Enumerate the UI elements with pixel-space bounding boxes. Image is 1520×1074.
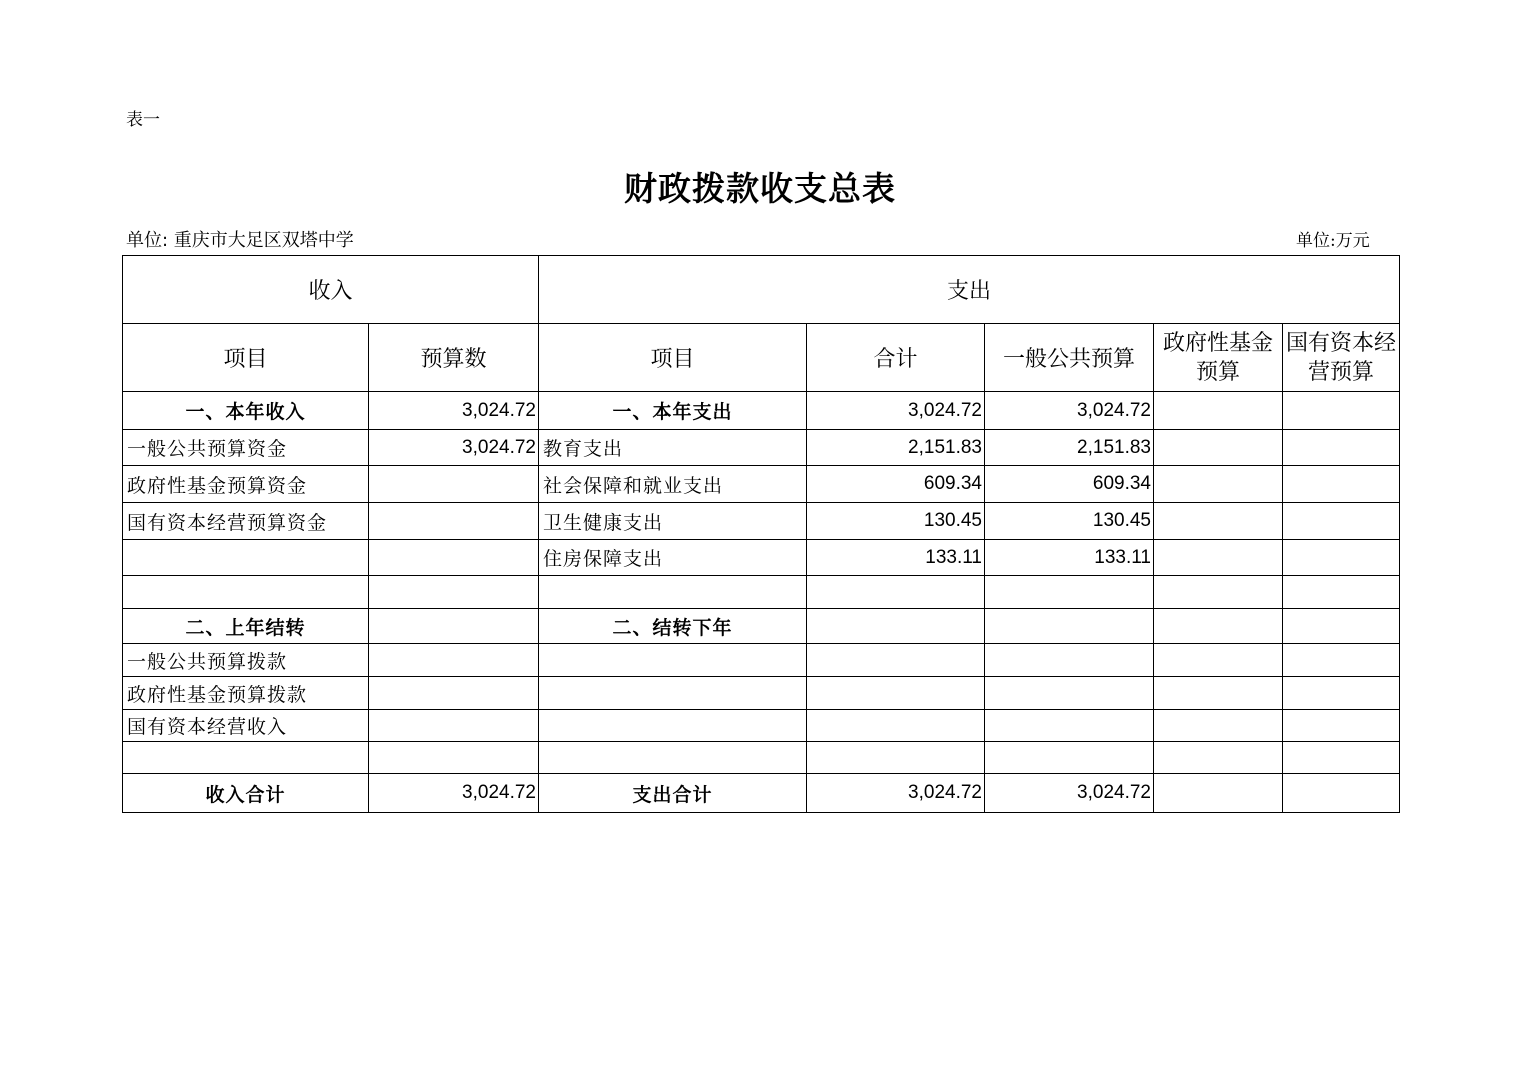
income-budget-cell: 3,024.72 xyxy=(369,774,539,813)
gov-fund-budget-cell xyxy=(1154,540,1283,576)
table-row xyxy=(123,774,1400,813)
table-row xyxy=(123,466,1400,503)
income-header: 收入 xyxy=(123,256,539,324)
expense-item-cell xyxy=(539,644,807,677)
expense-item-cell: 社会保障和就业支出 xyxy=(539,466,807,503)
expense-item-cell xyxy=(539,710,807,742)
income-item-cell: 一般公共预算资金 xyxy=(123,430,369,466)
expense-item-header: 项目 xyxy=(539,324,807,392)
income-item-cell: 国有资本经营预算资金 xyxy=(123,503,369,540)
gov-fund-budget-cell xyxy=(1154,609,1283,644)
income-budget-cell xyxy=(369,540,539,576)
income-item-cell: 政府性基金预算拨款 xyxy=(123,677,369,710)
state-capital-budget-cell xyxy=(1283,540,1400,576)
table-row xyxy=(123,742,1400,774)
income-budget-cell xyxy=(369,503,539,540)
gov-fund-budget-cell xyxy=(1154,430,1283,466)
total-cell: 3,024.72 xyxy=(807,774,985,813)
general-budget-cell xyxy=(985,644,1154,677)
table-row xyxy=(123,609,1400,644)
total-cell xyxy=(807,644,985,677)
expense-item-cell: 一、本年支出 xyxy=(539,392,807,430)
unit-organization: 单位: 重庆市大足区双塔中学 xyxy=(126,230,354,251)
income-item-cell: 一般公共预算拨款 xyxy=(123,644,369,677)
table-row xyxy=(123,392,1400,430)
state-capital-budget-cell xyxy=(1283,430,1400,466)
table-row xyxy=(123,576,1400,609)
table-body xyxy=(123,256,1400,813)
income-budget-cell xyxy=(369,710,539,742)
gov-fund-budget-cell xyxy=(1154,774,1283,813)
state-capital-budget-cell xyxy=(1283,677,1400,710)
general-budget-cell: 3,024.72 xyxy=(985,774,1154,813)
income-budget-header: 预算数 xyxy=(369,324,539,392)
general-budget-cell: 133.11 xyxy=(985,540,1154,576)
expense-header: 支出 xyxy=(539,256,1400,324)
general-budget-cell xyxy=(985,677,1154,710)
table-row xyxy=(123,677,1400,710)
income-budget-cell: 3,024.72 xyxy=(369,392,539,430)
gov-fund-budget-cell xyxy=(1154,677,1283,710)
total-cell xyxy=(807,742,985,774)
total-cell xyxy=(807,576,985,609)
state-capital-budget-header: 国有资本经营预算 xyxy=(1283,324,1400,392)
general-budget-cell xyxy=(985,742,1154,774)
income-budget-cell xyxy=(369,742,539,774)
expense-item-cell: 住房保障支出 xyxy=(539,540,807,576)
total-cell: 130.45 xyxy=(807,503,985,540)
income-item-cell: 二、上年结转 xyxy=(123,609,369,644)
expense-item-cell: 支出合计 xyxy=(539,774,807,813)
total-header: 合计 xyxy=(807,324,985,392)
state-capital-budget-cell xyxy=(1283,466,1400,503)
gov-fund-budget-cell xyxy=(1154,466,1283,503)
expense-item-cell: 二、结转下年 xyxy=(539,609,807,644)
total-cell: 609.34 xyxy=(807,466,985,503)
gov-fund-budget-header: 政府性基金预算 xyxy=(1154,324,1283,392)
gov-fund-budget-cell xyxy=(1154,392,1283,430)
state-capital-budget-cell xyxy=(1283,742,1400,774)
income-item-header: 项目 xyxy=(123,324,369,392)
general-budget-cell: 2,151.83 xyxy=(985,430,1154,466)
expense-item-cell: 教育支出 xyxy=(539,430,807,466)
total-cell xyxy=(807,710,985,742)
table-row xyxy=(123,540,1400,576)
general-budget-cell: 609.34 xyxy=(985,466,1154,503)
state-capital-budget-cell xyxy=(1283,644,1400,677)
general-budget-cell xyxy=(985,609,1154,644)
income-item-cell: 一、本年收入 xyxy=(123,392,369,430)
income-item-cell: 政府性基金预算资金 xyxy=(123,466,369,503)
table-row xyxy=(123,503,1400,540)
general-budget-header: 一般公共预算 xyxy=(985,324,1154,392)
income-budget-cell xyxy=(369,466,539,503)
gov-fund-budget-cell xyxy=(1154,644,1283,677)
expense-item-cell xyxy=(539,576,807,609)
general-budget-cell xyxy=(985,710,1154,742)
total-cell: 133.11 xyxy=(807,540,985,576)
header-row-group xyxy=(123,256,1400,324)
gov-fund-budget-cell xyxy=(1154,742,1283,774)
income-budget-cell: 3,024.72 xyxy=(369,430,539,466)
total-cell xyxy=(807,677,985,710)
total-cell: 3,024.72 xyxy=(807,392,985,430)
income-item-cell xyxy=(123,742,369,774)
unit-currency: 单位:万元 xyxy=(1296,231,1370,251)
gov-fund-budget-cell xyxy=(1154,710,1283,742)
general-budget-cell: 130.45 xyxy=(985,503,1154,540)
expense-item-cell xyxy=(539,677,807,710)
income-item-cell xyxy=(123,540,369,576)
general-budget-cell: 3,024.72 xyxy=(985,392,1154,430)
state-capital-budget-cell xyxy=(1283,710,1400,742)
state-capital-budget-cell xyxy=(1283,576,1400,609)
total-cell xyxy=(807,609,985,644)
page-title: 财政拨款收支总表 xyxy=(624,169,896,208)
income-budget-cell xyxy=(369,609,539,644)
header-row-columns xyxy=(123,324,1400,392)
table-row xyxy=(123,710,1400,742)
state-capital-budget-cell xyxy=(1283,609,1400,644)
total-cell: 2,151.83 xyxy=(807,430,985,466)
table-row xyxy=(123,430,1400,466)
form-label: 表一 xyxy=(126,110,160,130)
general-budget-cell xyxy=(985,576,1154,609)
gov-fund-budget-cell xyxy=(1154,576,1283,609)
income-budget-cell xyxy=(369,576,539,609)
finance-summary-table xyxy=(122,255,1400,813)
expense-item-cell xyxy=(539,742,807,774)
expense-item-cell: 卫生健康支出 xyxy=(539,503,807,540)
income-item-cell: 收入合计 xyxy=(123,774,369,813)
income-item-cell xyxy=(123,576,369,609)
income-budget-cell xyxy=(369,677,539,710)
income-budget-cell xyxy=(369,644,539,677)
income-item-cell: 国有资本经营收入 xyxy=(123,710,369,742)
state-capital-budget-cell xyxy=(1283,392,1400,430)
gov-fund-budget-cell xyxy=(1154,503,1283,540)
table-row xyxy=(123,644,1400,677)
state-capital-budget-cell xyxy=(1283,503,1400,540)
state-capital-budget-cell xyxy=(1283,774,1400,813)
